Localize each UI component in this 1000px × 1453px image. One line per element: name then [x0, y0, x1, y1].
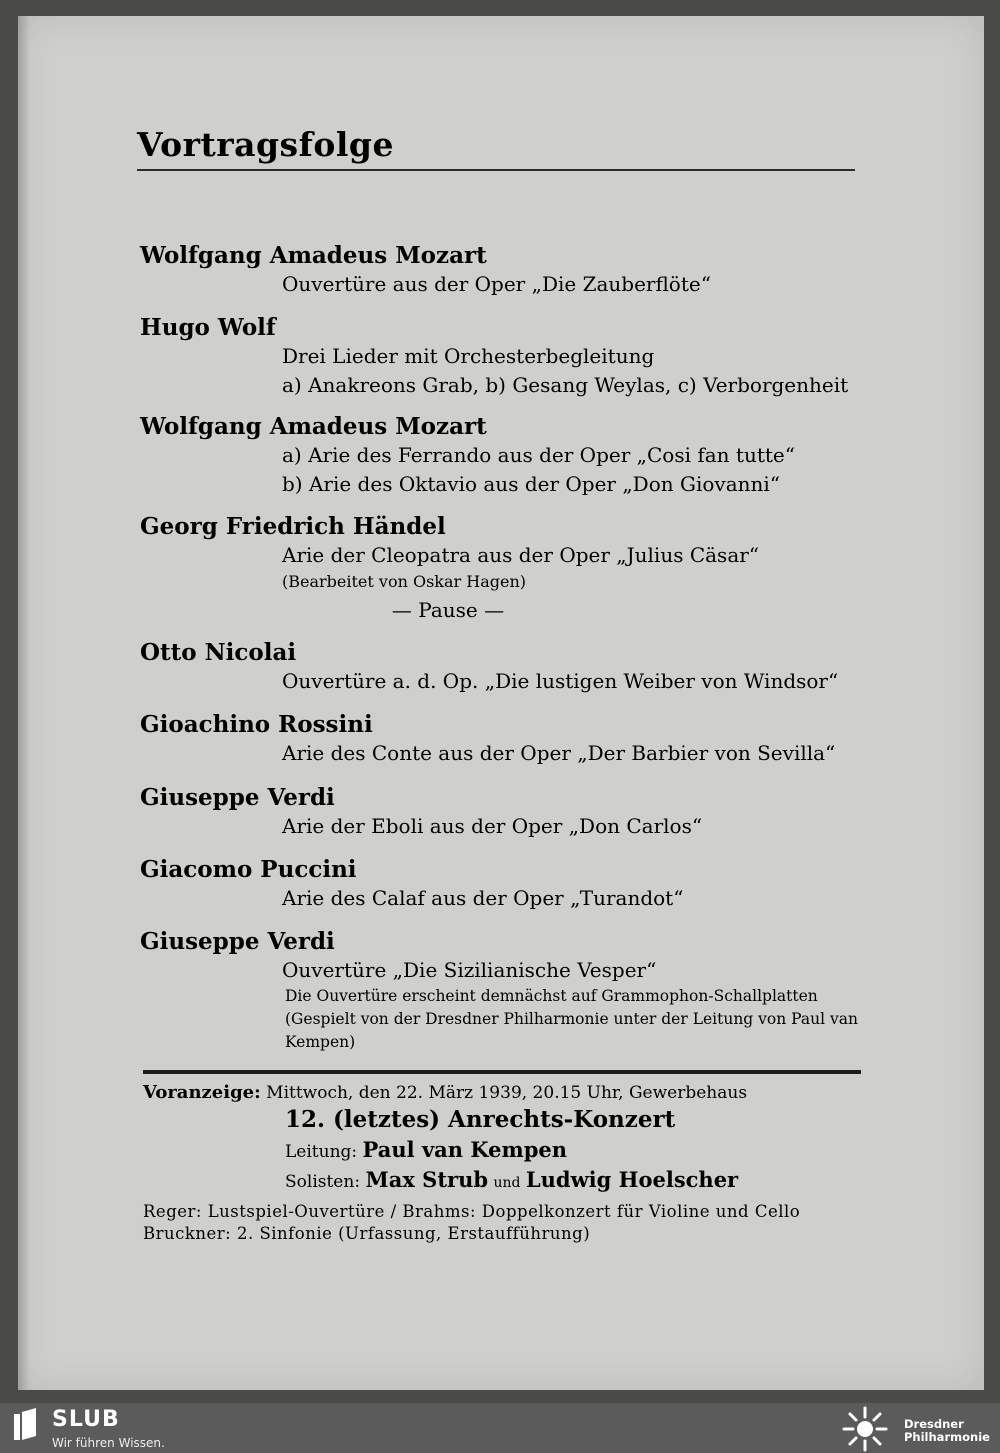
work-title: b) Arie des Oktavio aus der Oper „Don Giovanni“	[282, 472, 781, 496]
program-entry	[140, 314, 880, 400]
program-entry	[140, 242, 880, 299]
composer-name: Giacomo Puccini	[140, 856, 357, 883]
intermission-label	[0, 598, 966, 622]
announced-program-line: Reger: Lustspiel-Ouvertüre / Brahms: Doppelkonzert für Violine und Cello	[143, 1202, 801, 1221]
slub-name[interactable]: SLUB	[52, 1407, 120, 1432]
conductor-name: Paul van Kempen	[362, 1137, 568, 1162]
work-title: Arie des Calaf aus der Oper „Turandot“	[282, 886, 684, 910]
work-title: Arie des Conte aus der Oper „Der Barbier von Sevilla“	[282, 741, 836, 765]
work-title: Drei Lieder mit Orchesterbegleitung	[282, 344, 655, 368]
program-entry	[140, 639, 880, 696]
work-title: Ouvertüre aus der Oper „Die Zauberflöte“	[282, 272, 711, 296]
composer-name: Georg Friedrich Händel	[140, 513, 446, 540]
composer-name: Wolfgang Amadeus Mozart	[140, 242, 487, 269]
program-entry	[140, 513, 880, 594]
composer-name: Otto Nicolai	[140, 639, 297, 666]
work-title: Ouvertüre a. d. Op. „Die lustigen Weiber von Windsor“	[282, 669, 839, 693]
work-title: Arie der Cleopatra aus der Oper „Julius Cäsar“	[282, 543, 760, 567]
page-title: Vortragsfolge	[137, 125, 394, 164]
philharmonie-logo-icon	[842, 1406, 888, 1452]
slub-tagline: Wir führen Wissen.	[52, 1436, 165, 1450]
work-title: a) Arie des Ferrando aus der Oper „Cosi fan tutte“	[282, 443, 795, 467]
composer-name: Gioachino Rossini	[140, 711, 373, 738]
program-entry	[140, 928, 880, 1054]
conductor-row	[285, 1136, 873, 1166]
work-title: Arie der Eboli aus der Oper „Don Carlos“	[282, 814, 703, 838]
preview-announcement	[143, 1082, 873, 1245]
slub-logo-icon	[14, 1408, 36, 1440]
announced-program-line: Bruckner: 2. Sinfonie (Urfassung, Erstaufführung)	[143, 1224, 591, 1243]
work-title: Ouvertüre „Die Sizilianische Vesper“	[282, 958, 657, 982]
arrangement-note: (Bearbeitet von Oskar Hagen)	[282, 572, 527, 591]
announcement-label: Voranzeige:	[143, 1082, 261, 1103]
work-detail: a) Anakreons Grab, b) Gesang Weylas, c) Verborgenheit	[282, 373, 849, 397]
conductor-label: Leitung:	[285, 1142, 358, 1162]
concert-title: 12. (letztes) Anrechts-Konzert	[285, 1106, 676, 1133]
page-edge-shadow	[18, 16, 30, 1390]
program-entry	[140, 413, 880, 499]
announcement-divider	[143, 1070, 861, 1074]
recording-note: Die Ouvertüre erscheint demnächst auf Grammophon-Schallplatten (Gespielt von der Dresdner Philharmonie unter der Leitung von Paul van Kempen)	[285, 987, 858, 1051]
soloists-label: Solisten:	[285, 1172, 361, 1192]
announcement-date-row	[143, 1082, 873, 1103]
partner-name[interactable]	[904, 1418, 990, 1444]
soloist-name: Ludwig Hoelscher	[525, 1167, 739, 1192]
program-entry	[140, 856, 880, 913]
composer-name: Giuseppe Verdi	[140, 928, 335, 955]
soloist-name: Max Strub	[365, 1167, 489, 1192]
partner-name-line: Philharmonie	[904, 1430, 990, 1444]
program-entry	[140, 784, 880, 841]
soloists-row	[285, 1166, 873, 1197]
composer-name: Wolfgang Amadeus Mozart	[140, 413, 487, 440]
conjunction: und	[493, 1175, 521, 1191]
composer-name: Giuseppe Verdi	[140, 784, 335, 811]
composer-name: Hugo Wolf	[140, 314, 276, 341]
announcement-date: Mittwoch, den 22. März 1939, 20.15 Uhr, Gewerbehaus	[266, 1083, 748, 1103]
pause-text: — Pause —	[391, 598, 505, 622]
title-divider	[137, 169, 855, 171]
partner-name-line: Dresdner	[904, 1417, 964, 1431]
program-entry	[140, 711, 880, 768]
